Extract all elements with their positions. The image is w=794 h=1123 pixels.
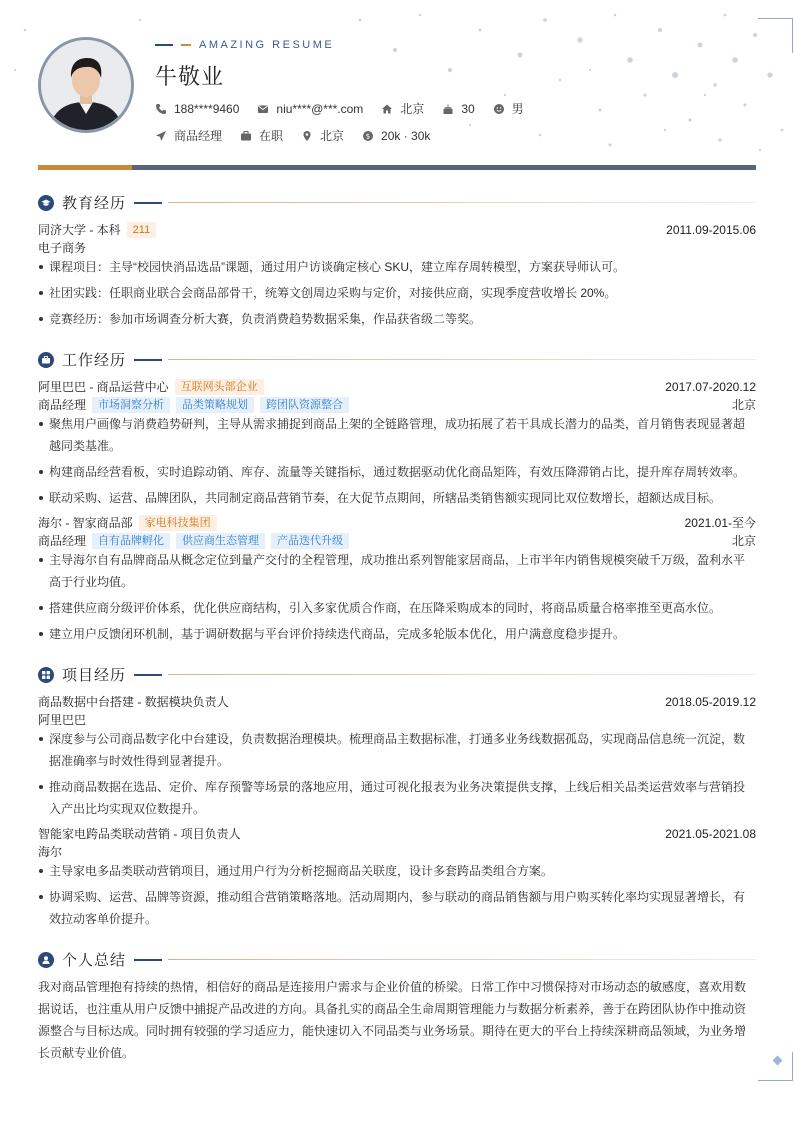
phone-text: 188****9460	[174, 101, 240, 116]
tagline-text: AMAZING RESUME	[199, 39, 335, 51]
avatar	[38, 37, 134, 133]
skill-badge: 品类策略规划	[176, 397, 254, 413]
company-tag-badge: 家电科技集团	[139, 515, 217, 531]
job-intent-row	[155, 127, 448, 144]
header-divider-bar	[38, 165, 756, 170]
project-name: 商品数据中台搭建 - 数据模块负责人	[38, 695, 229, 709]
job-company: 海尔 - 智家商品部	[38, 516, 133, 530]
skill-badge: 产品迭代升级	[271, 533, 349, 549]
mail-icon	[257, 103, 269, 115]
corner-decoration-top-right	[758, 18, 793, 53]
skill-badge: 自有品牌孵化	[92, 533, 170, 549]
paper-plane-icon	[155, 130, 167, 142]
job-city: 北京	[731, 534, 756, 548]
smile-icon	[493, 103, 505, 115]
job-entry-header	[38, 514, 756, 531]
education-entry-header	[38, 221, 756, 238]
grid-apps-icon	[38, 667, 54, 683]
job-city: 北京	[731, 398, 756, 412]
phone-item	[155, 102, 239, 116]
project-org: 海尔	[38, 845, 63, 859]
job-role-row	[38, 532, 756, 549]
project-entry-header	[38, 825, 756, 842]
project-org: 阿里巴巴	[38, 713, 87, 727]
job-bullet: 搭建供应商分级评价体系，优化供应商结构，引入多家优质合作商，在压降采购成本的同时，将商品质量合格率推至更高水位。	[38, 597, 750, 619]
education-major: 电子商务	[38, 241, 87, 255]
briefcase-icon	[38, 352, 54, 368]
section-summary-header	[38, 949, 756, 970]
salary-text: 20k · 30k	[381, 128, 431, 143]
section-line-primary	[134, 674, 162, 676]
tagline-line-accent	[181, 44, 191, 46]
section-projects-title: 项目经历	[62, 667, 127, 684]
home-icon	[381, 103, 393, 115]
job-entry-header	[38, 378, 756, 395]
project-dates: 2018.05-2019.12	[665, 694, 756, 709]
project-dates: 2021.05-2021.08	[665, 826, 756, 841]
age-item	[442, 102, 474, 116]
skill-badge: 供应商生态管理	[176, 533, 265, 549]
email-text: niu****@***.com	[276, 101, 364, 116]
section-line-secondary	[168, 359, 756, 360]
contact-info-row	[155, 100, 542, 117]
avatar-person-icon	[41, 40, 131, 130]
coin-icon	[362, 130, 374, 142]
job-dates: 2017.07-2020.12	[665, 379, 756, 394]
skill-badge: 跨团队资源整合	[260, 397, 349, 413]
location-item	[381, 100, 424, 117]
project-bullet: 协调采购、运营、品牌等资源，推动组合营销策略落地。活动周期内，参与联动的商品销售额与用户购买转化率均实现显著增长，有效拉动客单价提升。	[38, 886, 750, 930]
skill-badge: 市场洞察分析	[92, 397, 170, 413]
cake-icon	[442, 103, 454, 115]
job-bullet: 联动采购、运营、品牌团队，共同制定商品营销节奏，在大促节点期间，所辖品类销售额实现同比双位数增长，超额达成目标。	[38, 487, 750, 509]
age-text: 30	[461, 101, 475, 116]
divider-main	[132, 165, 756, 170]
section-line-primary	[134, 359, 162, 361]
section-summary-title: 个人总结	[62, 952, 127, 969]
project-bullet: 主导家电多品类联动营销项目，通过用户行为分析挖掘商品关联度，设计多套跨品类组合方案。	[38, 860, 750, 882]
status-item	[240, 127, 283, 144]
job-bullet: 聚焦用户画像与消费趋势研判，主导从需求捕捉到商品上架的全链路管理，成功拓展了若干具成长潜力的品类，首月销售表现显著超越同类基准。	[38, 413, 750, 457]
job-dates: 2021.01-至今	[684, 516, 756, 530]
target-city-text: 北京	[320, 129, 345, 143]
education-dates: 2011.09-2015.06	[666, 222, 756, 237]
section-line-secondary	[168, 674, 756, 675]
section-projects-header	[38, 664, 756, 685]
job-role: 商品经理	[38, 398, 87, 412]
section-line-secondary	[168, 959, 756, 960]
job-bullet: 建立用户反馈闭环机制，基于调研数据与平台评价持续迭代商品，完成多轮版本优化，用户满意度稳步提升。	[38, 623, 750, 645]
job-bullet: 构建商品经营看板，实时追踪动销、库存、流量等关键指标，通过数据驱动优化商品矩阵，有效压降滞销占比，提升库存周转效率。	[38, 461, 750, 483]
job-company: 阿里巴巴 - 商品运营中心	[38, 380, 169, 394]
map-pin-icon	[301, 130, 313, 142]
section-line-secondary	[168, 202, 756, 203]
candidate-name: 牛敬业	[155, 64, 225, 89]
gender-item	[493, 100, 524, 117]
section-line-primary	[134, 202, 162, 204]
svg-text:$: $	[365, 132, 371, 140]
section-education-header	[38, 192, 756, 213]
section-line-primary	[134, 959, 162, 961]
education-bullet: 课程项目：主导“校园快消品选品”课题，通过用户访谈确定核心 SKU，建立库存周转模型，方案获导师认可。	[38, 256, 750, 278]
job-role-row	[38, 396, 756, 413]
briefcase-icon	[240, 130, 252, 142]
salary-item	[362, 129, 430, 143]
target-city-item	[301, 127, 344, 144]
project-bullet: 推动商品数据在选品、定价、库存预警等场景的落地应用，通过可视化报表为业务决策提供支撑，上线后相关品类运营效率与营销投入产出比均实现双位数提升。	[38, 776, 750, 820]
graduation-cap-icon	[38, 195, 54, 211]
section-work-header	[38, 349, 756, 370]
resume-tagline	[155, 39, 334, 51]
divider-accent	[38, 165, 132, 170]
education-bullet: 竞赛经历：参加市场调查分析大赛，负责消费趋势数据采集，作品获省级二等奖。	[38, 308, 750, 330]
gender-text: 男	[511, 102, 524, 116]
email-item	[257, 102, 363, 116]
job-bullet: 主导海尔自有品牌商品从概念定位到量产交付的全程管理，成功推出系列智能家居商品，上市半年内销售规模突破千万级，盈利水平高于行业均值。	[38, 549, 750, 593]
education-bullet: 社团实践：任职商业联合会商品部骨干，统筹文创周边采购与定价，对接供应商，实现季度营收增长 20%。	[38, 282, 750, 304]
project-name: 智能家电跨品类联动营销 - 项目负责人	[38, 827, 241, 841]
section-education-title: 教育经历	[62, 195, 127, 212]
school-tag-badge: 211	[127, 222, 157, 238]
school-name: 同济大学 - 本科	[38, 223, 121, 237]
project-entry-header	[38, 693, 756, 710]
summary-text: 我对商品管理抱有持续的热情，相信好的商品是连接用户需求与企业价值的桥梁。日常工作中习惯保持对市场动态的敏感度，喜欢用数据说话，也注重从用户反馈中捕捉产品改进的方向。具备扎实的商品全生命周期管理能力与数据分析素养，善于在跨团队协作中推动资源整合与目标达成。同时拥有较强的学习适应力，能快速切入不同品类与业务场景。期待在更大的平台上持续深耕商品领域，为业务增长贡献专业价值。	[38, 980, 747, 1060]
tagline-line-primary	[155, 44, 173, 46]
project-bullet: 深度参与公司商品数字化中台建设，负责数据治理模块。梳理商品主数据标准，打通多业务线数据孤岛，实现商品信息统一沉淀，数据准确率与时效性得到显著提升。	[38, 728, 750, 772]
status-text: 在职	[259, 129, 284, 143]
section-work-title: 工作经历	[62, 352, 127, 369]
user-icon	[38, 952, 54, 968]
phone-icon	[155, 103, 167, 115]
position-item	[155, 127, 222, 144]
job-role: 商品经理	[38, 534, 87, 548]
location-text: 北京	[400, 102, 425, 116]
company-tag-badge: 互联网头部企业	[175, 379, 264, 395]
position-text: 商品经理	[174, 129, 223, 143]
